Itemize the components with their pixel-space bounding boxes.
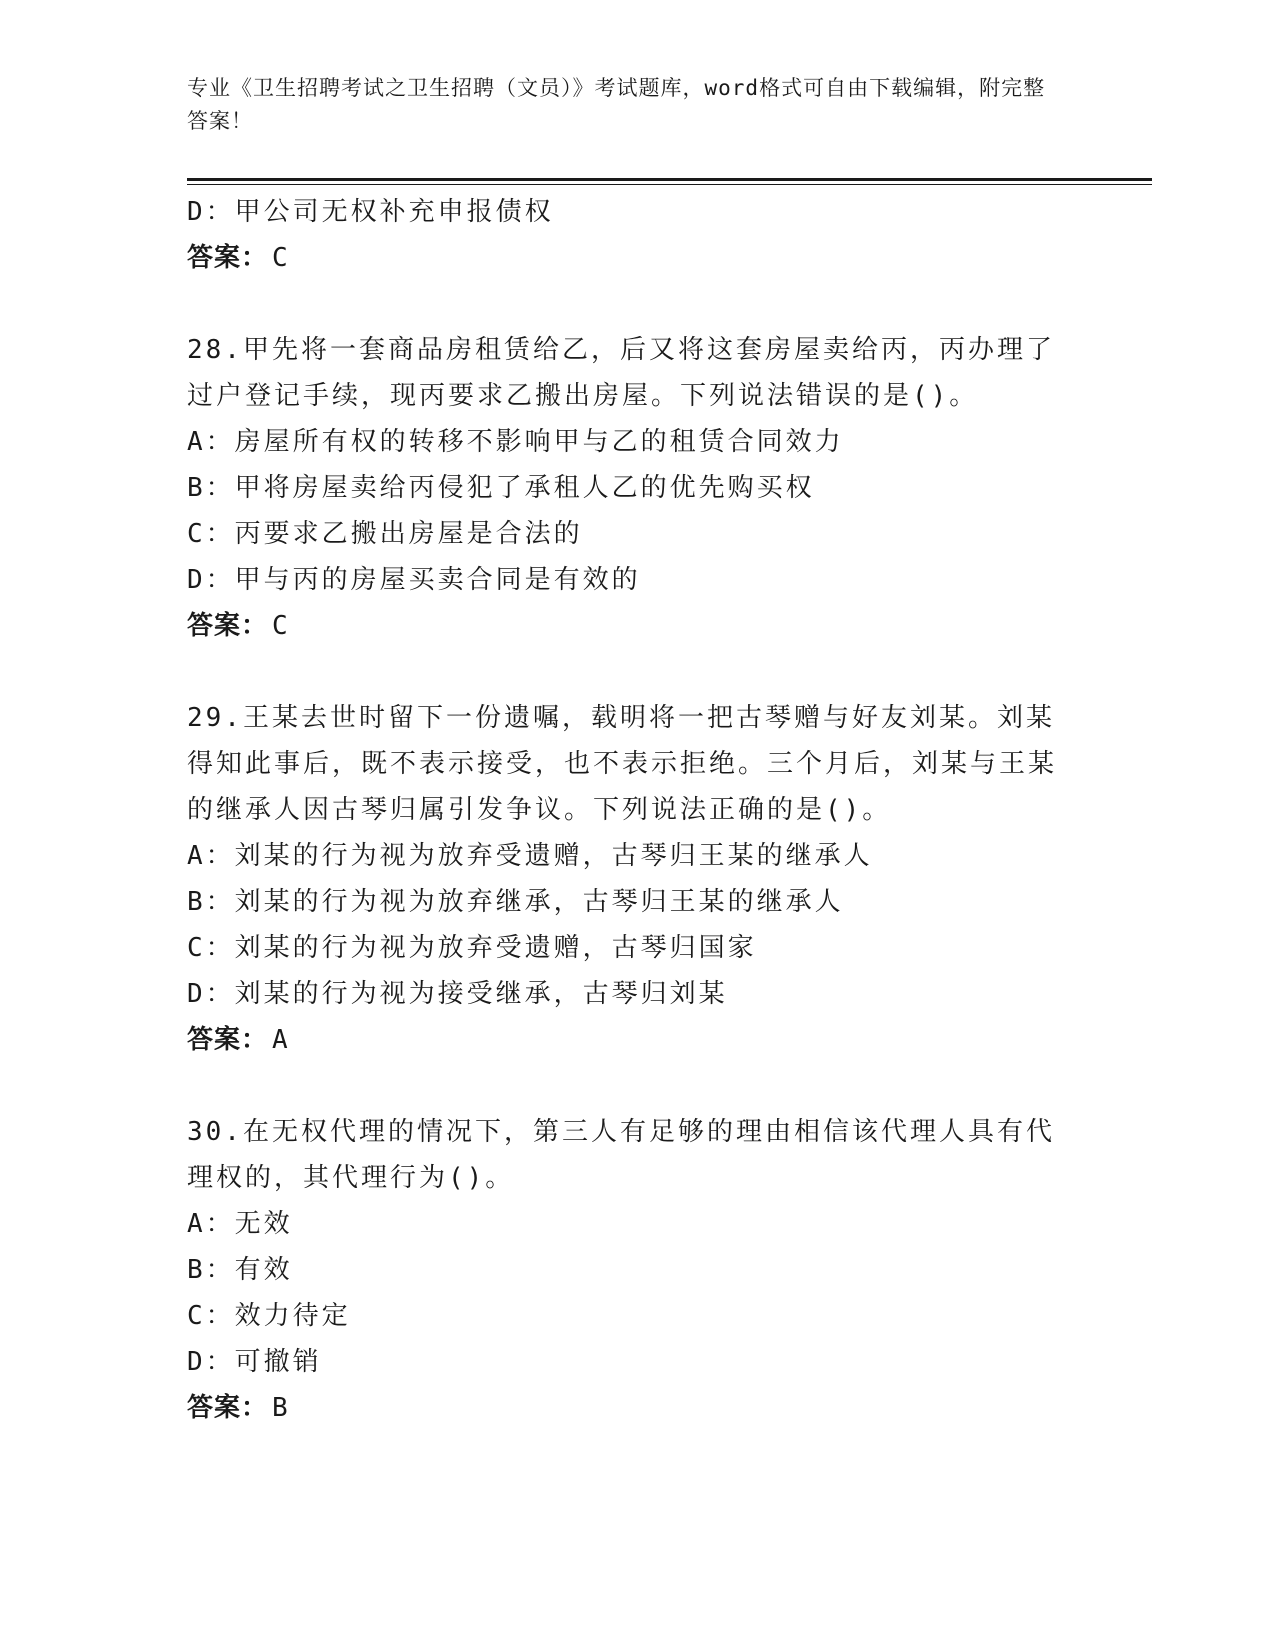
option-b: B：刘某的行为视为放弃继承，古琴归王某的继承人 [187,887,844,917]
question-stem: 29.王某去世时留下一份遗嘱，载明将一把古琴赠与好友刘某。刘某得知此事后，既不表示接受，也不表示拒绝。三个月后，刘某与王某的继承人因古琴归属引发争议。下列说法正确的是()。 [187,703,1058,825]
question-content [187,189,1087,1431]
spacer [187,1063,1087,1109]
answer-line [187,603,1087,649]
answer-label: 答案： [187,1025,269,1055]
option-a: A：无效 [187,1209,293,1239]
question-29 [187,695,1087,1063]
answer-label: 答案： [187,1393,269,1423]
option-d: D：可撤销 [187,1347,322,1377]
option-c: C：丙要求乙搬出房屋是合法的 [187,519,583,549]
answer-value: B [272,1393,289,1423]
option-d: D：甲与丙的房屋买卖合同是有效的 [187,565,641,595]
option-c: C：效力待定 [187,1301,351,1331]
answer-line [187,1017,1087,1063]
answer-value: C [272,243,289,273]
option-a: A：刘某的行为视为放弃受遗赠，古琴归王某的继承人 [187,841,873,871]
continuation-option-d: D：甲公司无权补充申报债权 [187,197,554,227]
answer-label: 答案： [187,243,269,273]
header-divider-thin [187,184,1152,185]
question-30 [187,1109,1087,1431]
option-d: D：刘某的行为视为接受继承，古琴归刘某 [187,979,728,1009]
option-c: C：刘某的行为视为放弃受遗赠，古琴归国家 [187,933,757,963]
header-divider-thick [187,178,1152,181]
spacer [187,649,1087,695]
question-stem: 28.甲先将一套商品房租赁给乙，后又将这套房屋卖给丙，丙办理了过户登记手续，现丙要求乙搬出房屋。下列说法错误的是()。 [187,335,1055,411]
answer-value: C [272,611,289,641]
page-header: 专业《卫生招聘考试之卫生招聘（文员）》考试题库，word格式可自由下载编辑，附完整答案！ [187,76,1046,133]
answer-label: 答案： [187,611,269,641]
option-b: B：有效 [187,1255,293,1285]
option-b: B：甲将房屋卖给丙侵犯了承租人乙的优先购买权 [187,473,815,503]
option-a: A：房屋所有权的转移不影响甲与乙的租赁合同效力 [187,427,844,457]
continuation-answer [187,235,1087,281]
question-28 [187,327,1087,649]
question-stem: 30.在无权代理的情况下，第三人有足够的理由相信该代理人具有代理权的，其代理行为()。 [187,1117,1055,1193]
answer-line [187,1385,1087,1431]
answer-value: A [272,1025,289,1055]
spacer [187,281,1087,327]
